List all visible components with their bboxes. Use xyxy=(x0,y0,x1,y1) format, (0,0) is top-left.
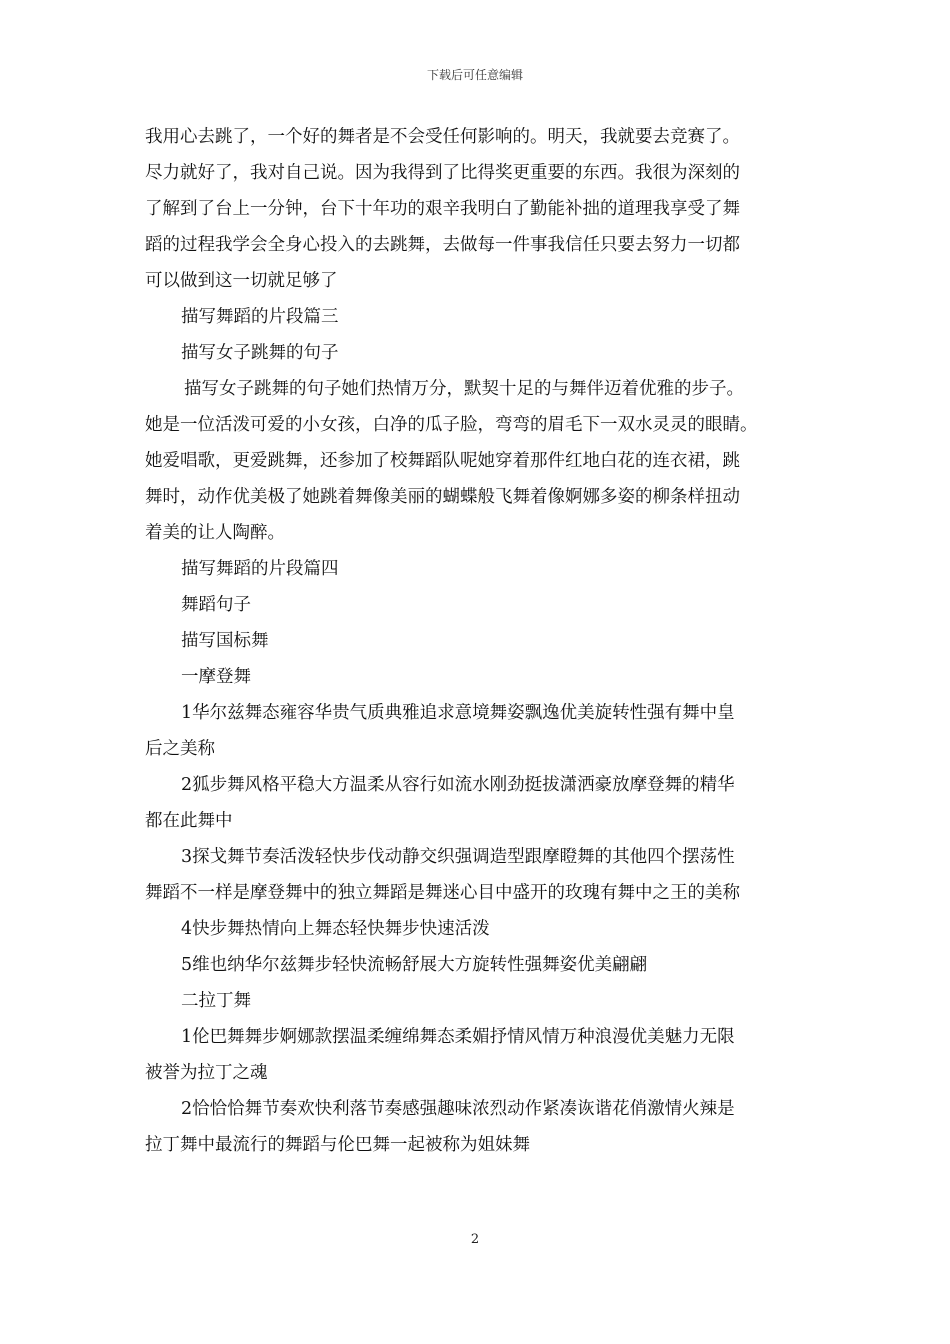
section-heading: 描写舞蹈的片段篇三 xyxy=(181,307,339,327)
paragraph-line: 描写女子跳舞的句子她们热情万分，默契十足的与舞伴迈着优雅的步子。 xyxy=(184,379,744,399)
list-item: 3探戈舞节奏活泼轻快步伐动静交织强调造型跟摩瞪舞的其他四个摆荡性 xyxy=(181,847,735,867)
list-item: 2狐步舞风格平稳大方温柔从容行如流水刚劲挺拔潇洒豪放摩登舞的精华 xyxy=(181,775,735,795)
list-item: 1伦巴舞舞步婀娜款摆温柔缠绵舞态柔媚抒情风情万种浪漫优美魅力无限 xyxy=(181,1027,735,1047)
paragraph-line: 她是一位活泼可爱的小女孩，白净的瓜子脸，弯弯的眉毛下一双水灵灵的眼睛。 xyxy=(145,415,758,435)
list-item-continuation: 舞蹈不一样是摩登舞中的独立舞蹈是舞迷心目中盛开的玫瑰有舞中之王的美称 xyxy=(145,883,740,903)
section-subheading: 描写国标舞 xyxy=(181,631,269,651)
section-heading: 描写舞蹈的片段篇四 xyxy=(181,559,339,579)
paragraph-line: 她爱唱歌，更爱跳舞，还参加了校舞蹈队呢她穿着那件红地白花的连衣裙，跳 xyxy=(145,451,740,471)
page-header: 下载后可任意编辑 xyxy=(426,68,523,82)
list-item-continuation: 被誉为拉丁之魂 xyxy=(145,1063,268,1083)
paragraph-line: 尽力就好了，我对自己说。因为我得到了比得奖更重要的东西。我很为深刻的 xyxy=(145,163,740,183)
paragraph-line: 了解到了台上一分钟，台下十年功的艰辛我明白了勤能补拙的道理我享受了舞 xyxy=(145,199,740,219)
list-item-continuation: 拉丁舞中最流行的舞蹈与伦巴舞一起被称为姐妹舞 xyxy=(145,1135,530,1155)
list-item: 4快步舞热情向上舞态轻快舞步快速活泼 xyxy=(181,919,490,939)
paragraph-line: 蹈的过程我学会全身心投入的去跳舞，去做每一件事我信任只要去努力一切都 xyxy=(145,235,740,255)
list-item-continuation: 都在此舞中 xyxy=(145,811,233,831)
paragraph-line: 舞时，动作优美极了她跳着舞像美丽的蝴蝶般飞舞着像婀娜多姿的柳条样扭动 xyxy=(145,487,740,507)
list-item: 1华尔兹舞态雍容华贵气质典雅追求意境舞姿飘逸优美旋转性强有舞中皇 xyxy=(181,703,735,723)
paragraph-line: 可以做到这一切就足够了 xyxy=(145,271,338,291)
page-number: 2 xyxy=(470,1232,480,1247)
list-item: 2恰恰恰舞节奏欢快利落节奏感强趣味浓烈动作紧凑诙谐花俏激情火辣是 xyxy=(181,1099,735,1119)
section-subheading: 描写女子跳舞的句子 xyxy=(181,343,339,363)
paragraph-line: 着美的让人陶醉。 xyxy=(145,523,285,543)
paragraph-line: 我用心去跳了，一个好的舞者是不会受任何影响的。明天，我就要去竞赛了。 xyxy=(145,127,740,147)
list-item-continuation: 后之美称 xyxy=(145,739,215,759)
category-heading: 一摩登舞 xyxy=(181,667,251,687)
document-body xyxy=(145,119,815,1163)
category-heading: 二拉丁舞 xyxy=(181,991,251,1011)
list-item: 5维也纳华尔兹舞步轻快流畅舒展大方旋转性强舞姿优美翩翩 xyxy=(181,955,648,975)
section-subheading: 舞蹈句子 xyxy=(181,595,251,615)
